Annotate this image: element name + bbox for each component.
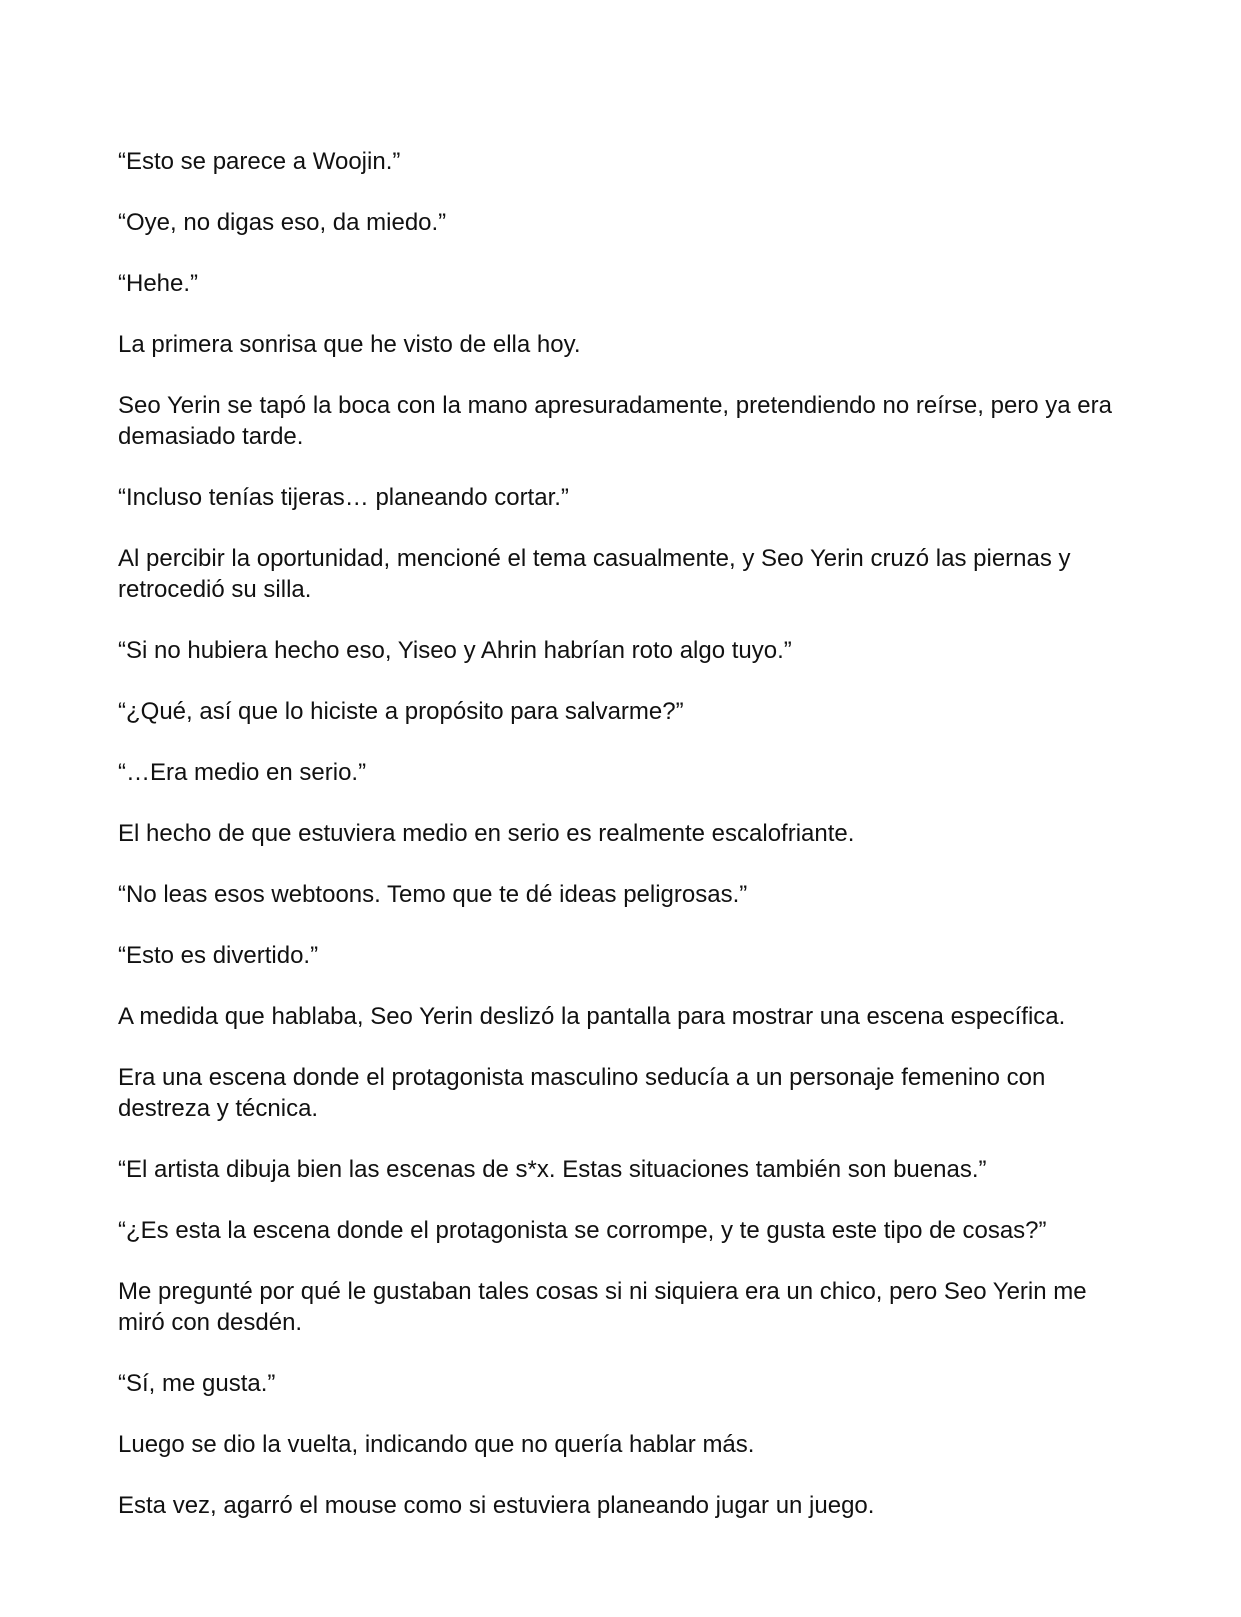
paragraph: “No leas esos webtoons. Temo que te dé ideas peligrosas.” [118, 881, 748, 908]
paragraph: Al percibir la oportunidad, mencioné el tema casualmente, y Seo Yerin cruzó las piernas y retrocedió su silla. [118, 545, 1071, 603]
paragraph: La primera sonrisa que he visto de ella hoy. [118, 331, 581, 358]
paragraph: Esta vez, agarró el mouse como si estuviera planeando jugar un juego. [118, 1492, 875, 1519]
paragraph: “Oye, no digas eso, da miedo.” [118, 209, 447, 236]
paragraph: “El artista dibuja bien las escenas de s*x. Estas situaciones también son buenas.” [118, 1156, 987, 1183]
paragraph: “¿Es esta la escena donde el protagonista se corrompe, y te gusta este tipo de cosas?” [118, 1217, 1047, 1244]
paragraph: Luego se dio la vuelta, indicando que no quería hablar más. [118, 1431, 755, 1458]
paragraph: Seo Yerin se tapó la boca con la mano apresuradamente, pretendiendo no reírse, pero ya era demasiado tarde. [118, 392, 1112, 450]
paragraph: El hecho de que estuviera medio en serio es realmente escalofriante. [118, 820, 855, 847]
paragraph: “Sí, me gusta.” [118, 1370, 276, 1397]
paragraph: “Hehe.” [118, 270, 199, 297]
paragraph: Me pregunté por qué le gustaban tales cosas si ni siquiera era un chico, pero Seo Yerin me miró con desdén. [118, 1278, 1087, 1336]
document-body [118, 146, 1128, 1551]
paragraph: A medida que hablaba, Seo Yerin deslizó la pantalla para mostrar una escena específica. [118, 1003, 1066, 1030]
paragraph: “Esto es divertido.” [118, 942, 319, 969]
paragraph: “Si no hubiera hecho eso, Yiseo y Ahrin habrían roto algo tuyo.” [118, 637, 792, 664]
paragraph: “Incluso tenías tijeras… planeando cortar.” [118, 484, 569, 511]
paragraph: “Esto se parece a Woojin.” [118, 148, 401, 175]
paragraph: “…Era medio en serio.” [118, 759, 367, 786]
paragraph: “¿Qué, así que lo hiciste a propósito para salvarme?” [118, 698, 684, 725]
paragraph: Era una escena donde el protagonista masculino seducía a un personaje femenino con destreza y técnica. [118, 1064, 1046, 1122]
